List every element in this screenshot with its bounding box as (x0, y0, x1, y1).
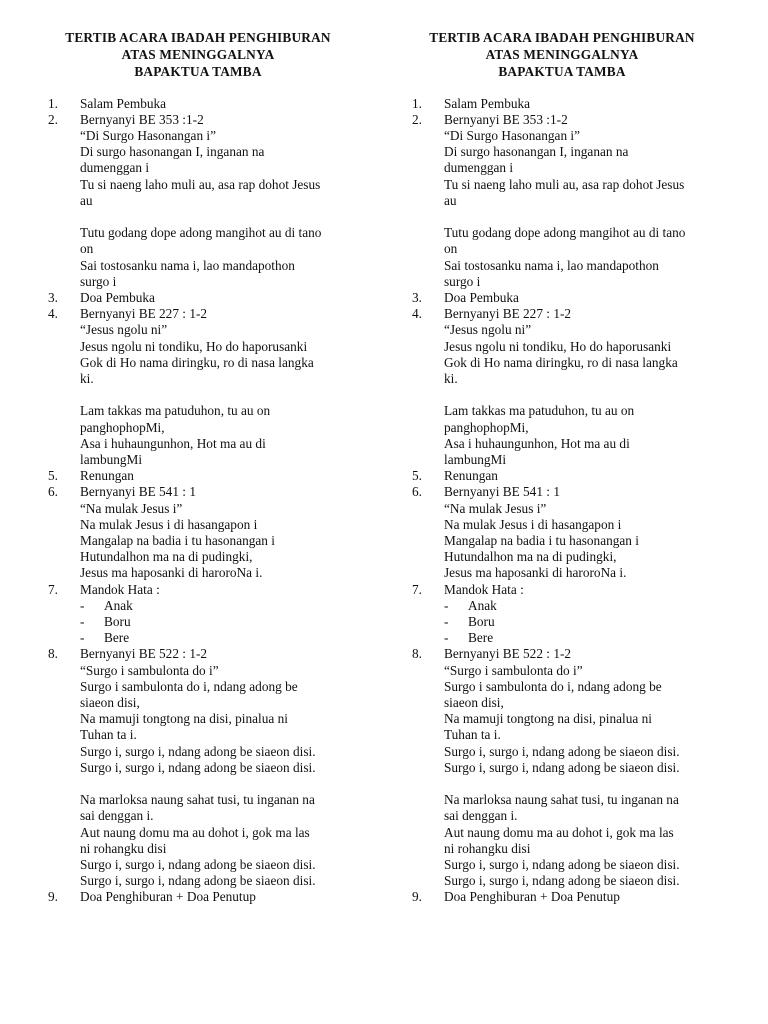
lyric-line: Tu si naeng laho muli au, asa rap dohot Jesus (80, 176, 321, 192)
program-item (412, 290, 722, 306)
program-column-left (48, 30, 358, 906)
item-heading: Salam Pembuka (80, 95, 167, 111)
item-heading: Bernyanyi BE 353 :1-2 (444, 111, 568, 127)
item-heading: Salam Pembuka (444, 95, 531, 111)
speaker-label: Bere (468, 630, 494, 646)
lyric-line: Surgo i sambulonta do i, ndang adong be (80, 678, 298, 694)
program-item (48, 484, 358, 581)
lyric-line: sai denggan i. (444, 808, 518, 824)
lyric-line: “Surgo i sambulonta do i” (444, 662, 583, 678)
program-column-right (412, 30, 722, 906)
lyric-line: Na mulak Jesus i di hasangapon i (80, 516, 258, 532)
lyric-line: on (444, 241, 458, 257)
speaker-entry (444, 614, 722, 630)
program-item (412, 112, 722, 290)
item-heading: Bernyanyi BE 353 :1-2 (80, 111, 204, 127)
item-number: 4. (412, 306, 422, 322)
lyric-line: lambungMi (80, 452, 143, 467)
lyric-line: au (444, 192, 457, 208)
lyric-line: sai denggan i. (80, 808, 154, 824)
lyric-line: Jesus ma haposanki di haroroNa i. (444, 565, 627, 581)
program-item (412, 484, 722, 581)
item-body (80, 646, 358, 889)
program-item (48, 646, 358, 889)
lyric-line: Gok di Ho nama diringku, ro di nasa langka (80, 354, 314, 370)
lyric-line: “Di Surgo Hasonangan i” (444, 127, 581, 143)
lyric-line: ni rohangku disi (80, 840, 167, 856)
item-body (444, 96, 722, 112)
lyric-line: “Jesus ngolu ni” (444, 322, 532, 338)
lyric-line: lambungMi (444, 452, 507, 467)
program-list (48, 96, 358, 906)
item-heading: Doa Pembuka (444, 289, 519, 305)
lyric-line: Sai tostosanku nama i, lao mandapothon (80, 257, 295, 273)
lyric-line: Surgo i, surgo i, ndang adong be siaeon disi. (444, 743, 680, 759)
dash-bullet: - (80, 614, 85, 630)
item-body (444, 306, 722, 468)
item-body (444, 290, 722, 306)
program-item (412, 582, 722, 647)
speaker-label: Boru (468, 614, 495, 630)
item-heading: Doa Pembuka (80, 289, 155, 305)
lyric-line: surgo i (80, 273, 117, 289)
lyric-line: Lam takkas ma patuduhon, tu au on (80, 403, 271, 419)
item-heading: Doa Penghiburan + Doa Penutup (444, 889, 620, 905)
dash-bullet: - (444, 614, 449, 630)
stanza-break (80, 776, 358, 792)
item-body (444, 889, 722, 905)
title-line: ATAS MENINGGALNYA (121, 47, 275, 63)
item-number: 7. (412, 581, 422, 597)
lyric-line: Lam takkas ma patuduhon, tu au on (444, 403, 635, 419)
lyric-line: Asa i huhaungunhon, Hot ma au di (444, 435, 630, 451)
item-heading: Bernyanyi BE 541 : 1 (444, 484, 560, 500)
lyric-line: Na mamuji tongtong na disi, pinalua ni (444, 711, 652, 727)
lyric-line: “Di Surgo Hasonangan i” (80, 127, 217, 143)
lyric-line: Surgo i, surgo i, ndang adong be siaeon disi. (444, 873, 680, 889)
speaker-entry (80, 614, 358, 630)
lyric-line: ki. (444, 371, 458, 386)
program-item (48, 468, 358, 484)
speaker-entry (80, 598, 358, 614)
program-item (48, 290, 358, 306)
lyric-line: panghophopMi, (80, 419, 165, 435)
lyric-line: Na marloksa naung sahat tusi, tu inganan na (444, 792, 679, 808)
lyric-line: Di surgo hasonangan I, inganan na (80, 144, 265, 160)
lyric-line: au (80, 192, 93, 208)
lyric-line: “Surgo i sambulonta do i” (80, 662, 219, 678)
lyric-line: Surgo i, surgo i, ndang adong be siaeon disi. (444, 857, 680, 873)
lyric-line: “Na mulak Jesus i” (80, 500, 183, 516)
speaker-entry (444, 598, 722, 614)
lyric-line: Tuhan ta i. (80, 727, 137, 743)
item-heading: Bernyanyi BE 227 : 1-2 (80, 306, 208, 322)
stanza-break (444, 776, 722, 792)
lyric-line: “Na mulak Jesus i” (444, 500, 547, 516)
item-number: 2. (48, 111, 58, 127)
lyric-line: Surgo i, surgo i, ndang adong be siaeon disi. (80, 759, 316, 775)
item-number: 4. (48, 306, 58, 322)
lyric-line: Surgo i, surgo i, ndang adong be siaeon disi. (80, 743, 316, 759)
item-number: 5. (412, 468, 422, 484)
stanza-break (444, 209, 722, 225)
item-number: 3. (412, 289, 422, 305)
item-heading: Bernyanyi BE 522 : 1-2 (444, 646, 572, 662)
lyric-line: Surgo i sambulonta do i, ndang adong be (444, 678, 662, 694)
lyric-line: Surgo i, surgo i, ndang adong be siaeon disi. (80, 857, 316, 873)
item-heading: Mandok Hata : (444, 581, 524, 597)
lyric-line: surgo i (444, 273, 481, 289)
title-line: BAPAKTUA TAMBA (498, 64, 626, 80)
lyric-line: Jesus ngolu ni tondiku, Ho do haporusanki (80, 338, 308, 354)
stanza-break (444, 387, 722, 403)
speaker-label: Anak (104, 597, 133, 613)
program-item (412, 889, 722, 905)
item-number: 5. (48, 468, 58, 484)
lyric-line: Hutundalhon ma na di pudingki, (444, 549, 617, 565)
item-number: 8. (412, 646, 422, 662)
item-body (444, 468, 722, 484)
item-body (80, 889, 358, 905)
lyric-line: Gok di Ho nama diringku, ro di nasa langka (444, 354, 678, 370)
item-number: 2. (412, 111, 422, 127)
item-number: 1. (48, 95, 58, 111)
program-list (412, 96, 722, 906)
lyric-line: ki. (80, 371, 94, 386)
item-body (80, 96, 358, 112)
item-heading: Mandok Hata : (80, 581, 160, 597)
item-body (444, 112, 722, 290)
speaker-entry (444, 630, 722, 646)
dash-bullet: - (444, 597, 449, 613)
item-heading: Bernyanyi BE 227 : 1-2 (444, 306, 572, 322)
lyric-line: Tuhan ta i. (444, 727, 501, 743)
stanza-break (80, 209, 358, 225)
lyric-line: Di surgo hasonangan I, inganan na (444, 144, 629, 160)
lyric-line: Surgo i, surgo i, ndang adong be siaeon disi. (80, 873, 316, 889)
item-number: 8. (48, 646, 58, 662)
lyric-line: Na mulak Jesus i di hasangapon i (444, 516, 622, 532)
item-body (80, 112, 358, 290)
item-body (80, 290, 358, 306)
item-number: 7. (48, 581, 58, 597)
program-item (48, 112, 358, 290)
program-item (48, 96, 358, 112)
item-body (80, 468, 358, 484)
lyric-line: Asa i huhaungunhon, Hot ma au di (80, 435, 266, 451)
lyric-line: Na marloksa naung sahat tusi, tu inganan na (80, 792, 315, 808)
item-heading: Bernyanyi BE 541 : 1 (80, 484, 196, 500)
item-body (444, 646, 722, 889)
lyric-line: ni rohangku disi (444, 840, 531, 856)
lyric-line: siaeon disi, (444, 695, 504, 711)
item-number: 6. (48, 484, 58, 500)
program-item (48, 306, 358, 468)
item-number: 9. (412, 889, 422, 905)
title-line: TERTIB ACARA IBADAH PENGHIBURAN (429, 30, 695, 45)
item-number: 3. (48, 289, 58, 305)
dash-bullet: - (80, 597, 85, 613)
lyric-line: Tu si naeng laho muli au, asa rap dohot Jesus (444, 176, 685, 192)
program-item (412, 646, 722, 889)
lyric-line: Tutu godang dope adong mangihot au di tano (80, 225, 322, 241)
lyric-line: siaeon disi, (80, 695, 140, 711)
title-line: TERTIB ACARA IBADAH PENGHIBURAN (65, 30, 331, 45)
lyric-line: Surgo i, surgo i, ndang adong be siaeon disi. (444, 759, 680, 775)
lyric-line: “Jesus ngolu ni” (80, 322, 168, 338)
program-item (48, 889, 358, 905)
item-body (80, 306, 358, 468)
item-heading: Renungan (80, 468, 134, 484)
lyric-line: Mangalap na badia i tu hasonangan i (80, 533, 275, 549)
title-line: ATAS MENINGGALNYA (485, 47, 639, 63)
speaker-label: Bere (104, 630, 130, 646)
lyric-line: Hutundalhon ma na di pudingki, (80, 549, 253, 565)
speaker-label: Anak (468, 597, 497, 613)
lyric-line: Na mamuji tongtong na disi, pinalua ni (80, 711, 288, 727)
lyric-line: Aut naung domu ma au dohot i, gok ma las (80, 824, 310, 840)
item-body (444, 582, 722, 647)
title-line: BAPAKTUA TAMBA (134, 64, 262, 80)
lyric-line: Tutu godang dope adong mangihot au di tano (444, 225, 686, 241)
dash-bullet: - (444, 630, 449, 646)
lyric-line: Jesus ngolu ni tondiku, Ho do haporusanki (444, 338, 672, 354)
item-number: 6. (412, 484, 422, 500)
program-item (412, 96, 722, 112)
document-title (48, 30, 348, 82)
lyric-line: dumenggan i (444, 160, 514, 176)
document-title (412, 30, 712, 82)
lyric-line: Sai tostosanku nama i, lao mandapothon (444, 257, 659, 273)
item-heading: Bernyanyi BE 522 : 1-2 (80, 646, 208, 662)
item-heading: Doa Penghiburan + Doa Penutup (80, 889, 256, 905)
dash-bullet: - (80, 630, 85, 646)
speaker-label: Boru (104, 614, 131, 630)
lyric-line: panghophopMi, (444, 419, 529, 435)
item-body (444, 484, 722, 581)
lyric-line: dumenggan i (80, 160, 150, 176)
item-body (80, 484, 358, 581)
program-item (412, 468, 722, 484)
stanza-break (80, 387, 358, 403)
program-item (48, 582, 358, 647)
item-number: 9. (48, 889, 58, 905)
lyric-line: Mangalap na badia i tu hasonangan i (444, 533, 639, 549)
item-number: 1. (412, 95, 422, 111)
program-item (412, 306, 722, 468)
lyric-line: Jesus ma haposanki di haroroNa i. (80, 565, 263, 581)
lyric-line: on (80, 241, 94, 257)
item-body (80, 582, 358, 647)
speaker-entry (80, 630, 358, 646)
lyric-line: Aut naung domu ma au dohot i, gok ma las (444, 824, 674, 840)
item-heading: Renungan (444, 468, 498, 484)
